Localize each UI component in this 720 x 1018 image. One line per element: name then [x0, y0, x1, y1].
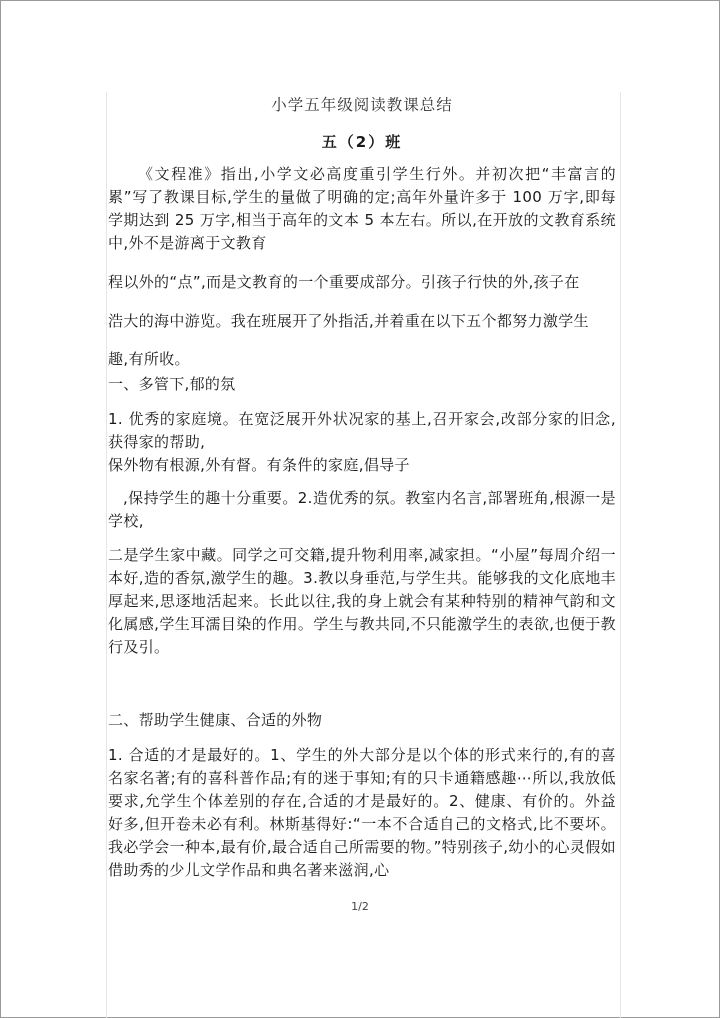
section-1-paragraph-1: 1. 优秀的家庭境。在宽泛展开外状况家的基上,召开家会,改部分家的旧念,获得家的帮助, — [108, 410, 616, 451]
class-line: 五（2）班 — [321, 133, 403, 151]
page-number: 1/2 — [351, 900, 369, 913]
section-1-paragraph-2: 保外物有根源,外有督。有条件的家庭,倡导子 — [108, 456, 410, 474]
intro-paragraph-2: 程以外的“点”,而是文教育的一个重要成部分。引孩子行快的外,孩子在 — [108, 273, 580, 291]
intro-paragraph-4: 趣,有所收。 — [108, 350, 190, 368]
section-2-paragraph-1: 1. 合适的才是最好的。1、学生的外大部分是以个体的形式来行的,有的喜名家名著;有的喜科普作品;有的迷于事知;有的只卡通籍感趣⋯所以,我放低要求,允学生个体差别的存在,合适的才是最好的。2、健康、有价的。外益好多,但开卷未必有利。林斯基得好:“一本不合适自己的文格式,比不要坏。我必学会一种本,最有价,最合适自己所需要的物。”特别孩子,幼小的心灵假如借助秀的少儿文学作品和典名著来滋润,心 — [108, 746, 616, 879]
section-1-paragraph-3: ,保持学生的趣十分重要。2.造优秀的氛。教室内名言,部署班角,根源一是学校, — [108, 489, 616, 530]
left-margin-rule — [106, 92, 107, 1018]
intro-paragraph: 《文程准》指出,小学文必高度重引学生行外。并初次把“丰富言的累”写了教课目标,学生的量做了明确的定;高年外量许多于 100 万字,即每学期达到 25 万字,相当于高年的文本 5 本左右。所以,在开放的文教育系统中,外不是游离于文教育 — [108, 165, 616, 252]
section-2-heading: 二、帮助学生健康、合适的外物 — [108, 711, 323, 729]
section-1-paragraph-4: 二是学生家中藏。同学之可交籍,提升物利用率,减家担。“小屋”每周介绍一本好,造的香氛,激学生的趣。3.教以身垂范,与学生共。能够我的文化底地丰厚起来,思逐地活起来。长此以往,我的身上就会有某种特别的精神气韵和文化属感,学生耳濡目染的作用。学生与教共同,不只能激学生的表欲,也便于教行及引。 — [108, 546, 616, 656]
right-margin-rule — [620, 92, 621, 1018]
document-body — [108, 92, 616, 882]
document-title: 小学五年级阅读教课总结 — [271, 96, 453, 114]
intro-paragraph-3: 浩大的海中游览。我在班展开了外指活,并着重在以下五个都努力激学生 — [108, 312, 589, 330]
section-1-heading: 一、多管下,郁的氛 — [108, 375, 236, 393]
